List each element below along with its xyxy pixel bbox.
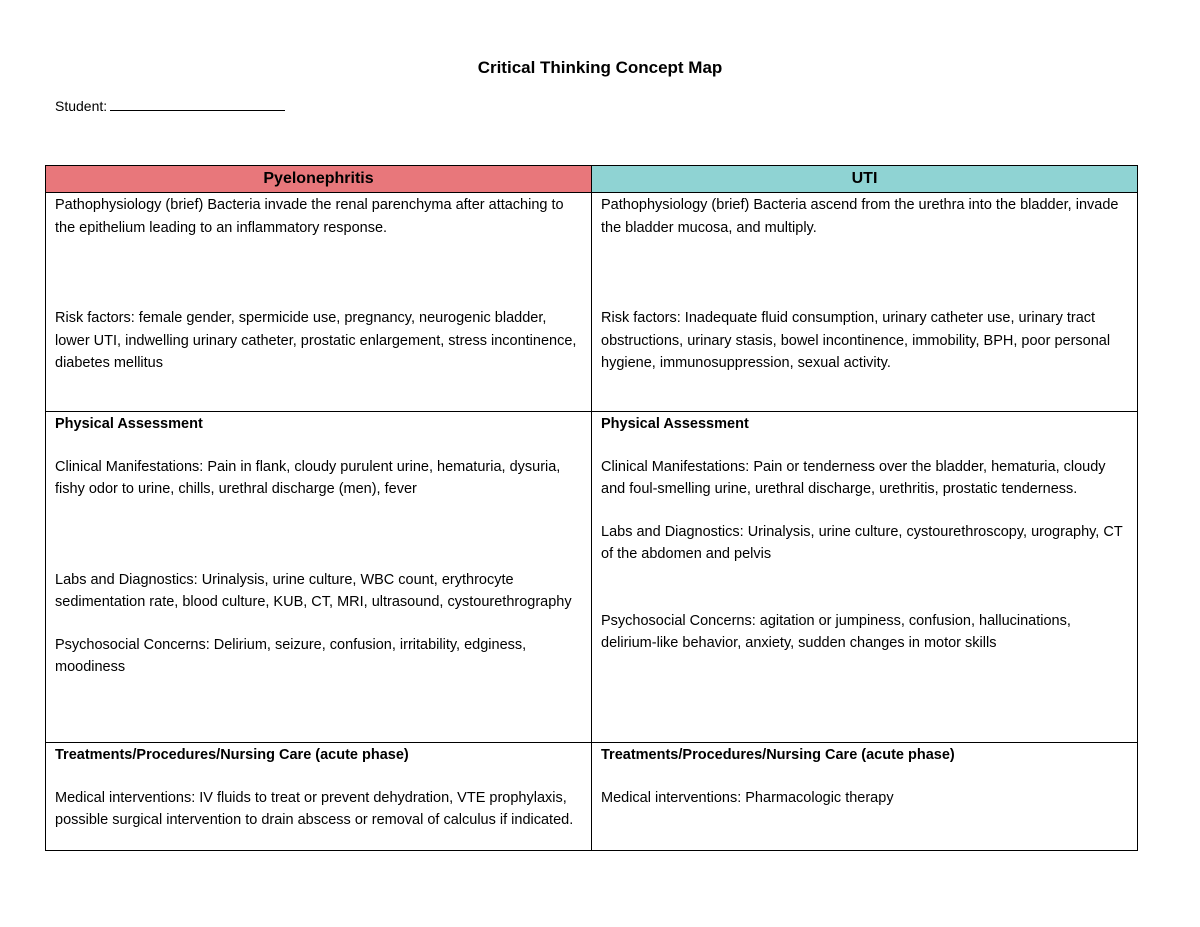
pyelo-labs-diagnostics: Labs and Diagnostics: Urinalysis, urine culture, WBC count, erythrocyte sedimentation rate, blood culture, KUB, CT, MRI, ultrasound, cystourethrography: [55, 571, 572, 610]
pyelo-patho-cell: [46, 193, 592, 412]
pyelo-psychosocial-concerns: Psychosocial Concerns: Delirium, seizure, confusion, irritability, edginess, moodiness: [55, 636, 527, 675]
uti-labs-diagnostics: Labs and Diagnostics: Urinalysis, urine culture, cystourethroscopy, urography, CT of the abdomen and pelvis: [601, 523, 1123, 562]
concept-map-table: [45, 165, 1138, 851]
pyelo-risk-factors: Risk factors: female gender, spermicide use, pregnancy, neurogenic bladder, lower UTI, indwelling urinary catheter, prostatic enlargement, stress incontinence, diabetes mellitus: [55, 310, 577, 371]
column-header-pyelonephritis: Pyelonephritis: [46, 166, 592, 193]
uti-assessment-cell: [592, 412, 1138, 743]
column-header-uti: UTI: [592, 166, 1138, 193]
uti-pathophysiology: Pathophysiology (brief) Bacteria ascend from the urethra into the bladder, invade the bladder mucosa, and multiply.: [601, 197, 1119, 236]
pyelo-medical-interventions: Medical interventions: IV fluids to treat or prevent dehydration, VTE prophylaxis, possible surgical intervention to drain abscess or removal of calculus if indicated.: [55, 789, 574, 828]
pathophysiology-row: [46, 193, 1138, 412]
uti-medical-interventions: Medical interventions: Pharmacologic therapy: [601, 789, 894, 806]
uti-assessment-heading: Physical Assessment: [601, 416, 749, 432]
pyelo-treatment-heading: Treatments/Procedures/Nursing Care (acute phase): [55, 747, 409, 763]
student-name-blank: [110, 98, 285, 111]
student-field: [55, 98, 285, 114]
pyelo-assessment-cell: [46, 412, 592, 743]
header-row: [46, 166, 1138, 193]
uti-patho-cell: [592, 193, 1138, 412]
pyelo-clinical-manifestations: Clinical Manifestations: Pain in flank, cloudy purulent urine, hematuria, dysuria, fishy odor to urine, chills, urethral discharge (men), fever: [55, 458, 561, 497]
uti-treatment-cell: [592, 743, 1138, 851]
treatment-row: [46, 743, 1138, 851]
pyelo-pathophysiology: Pathophysiology (brief) Bacteria invade the renal parenchyma after attaching to the epithelium leading to an inflammatory response.: [55, 197, 564, 236]
uti-psychosocial-concerns: Psychosocial Concerns: agitation or jumpiness, confusion, hallucinations, delirium-like behavior, anxiety, sudden changes in motor skills: [601, 612, 1071, 651]
pyelo-treatment-cell: [46, 743, 592, 851]
uti-treatment-heading: Treatments/Procedures/Nursing Care (acute phase): [601, 747, 955, 763]
student-label: Student:: [55, 98, 108, 114]
assessment-row: [46, 412, 1138, 743]
uti-risk-factors: Risk factors: Inadequate fluid consumption, urinary catheter use, urinary tract obstructions, urinary stasis, bowel incontinence, immobility, BPH, poor personal hygiene, immunosuppression, sexual activity.: [601, 310, 1111, 371]
pyelo-assessment-heading: Physical Assessment: [55, 416, 203, 432]
uti-clinical-manifestations: Clinical Manifestations: Pain or tenderness over the bladder, hematuria, cloudy and foul-smelling urine, urethral discharge, urethritis, prostatic tenderness.: [601, 458, 1106, 497]
page-title: Critical Thinking Concept Map: [477, 58, 723, 77]
